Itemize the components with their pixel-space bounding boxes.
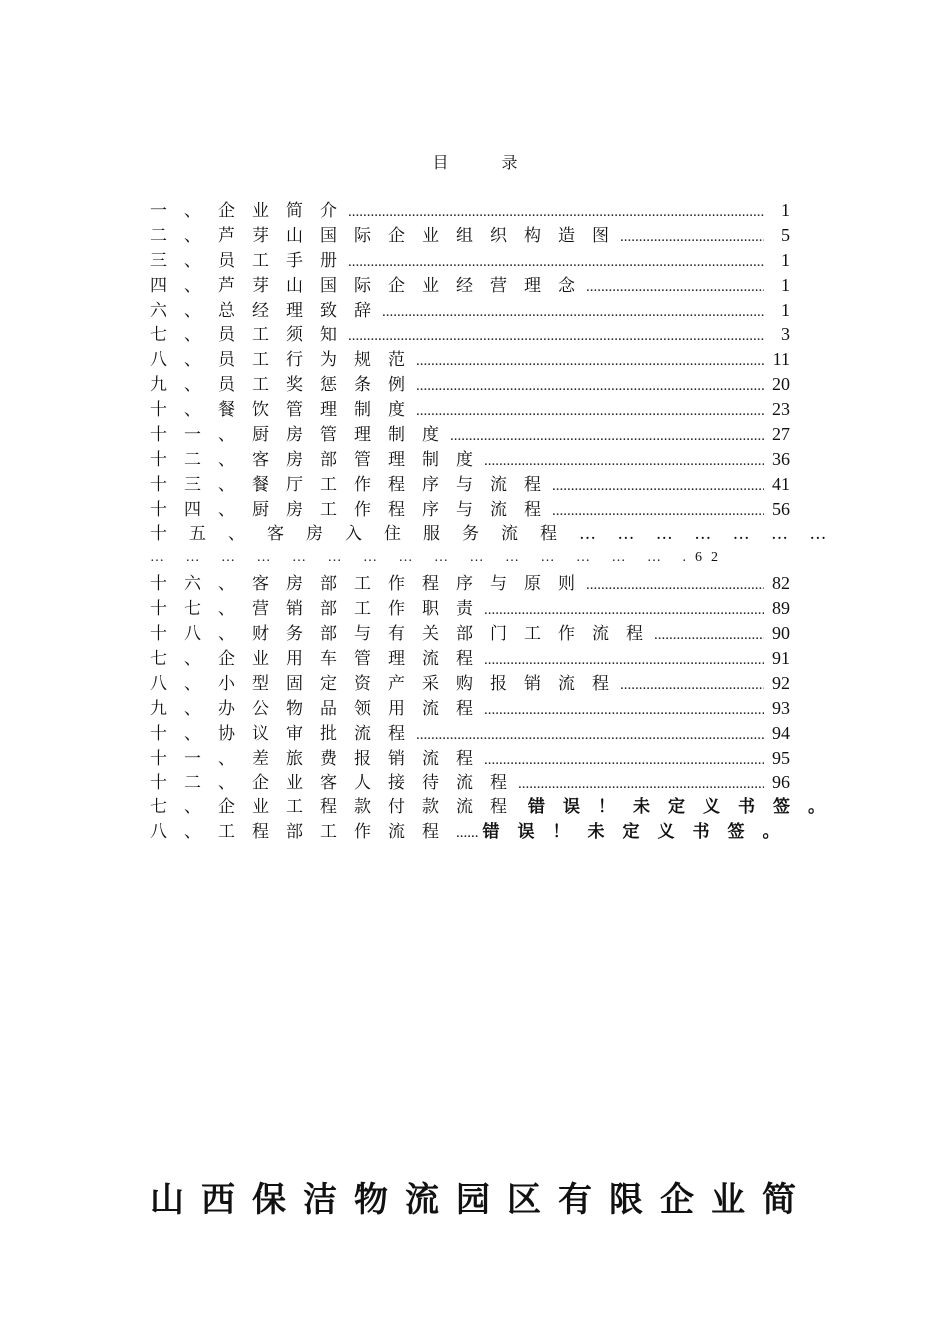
toc-page-number: 1 <box>781 249 790 270</box>
toc-dot-leader <box>416 349 764 374</box>
toc-entry[interactable] <box>150 472 790 497</box>
toc-entry-label: 四、芦芽山国际企业经营理念 <box>150 275 592 296</box>
toc-page-number: 89 <box>772 598 790 619</box>
toc-dot-leader <box>348 200 764 225</box>
toc-dot-leader <box>416 399 764 424</box>
toc-entry-label: 十、餐饮管理制度 <box>150 400 422 421</box>
toc-dot-leader <box>416 374 764 399</box>
toc-entry-label: 八、工程部工作流程 <box>150 822 456 843</box>
toc-entry-label: 八、员工行为规范 <box>150 350 422 371</box>
toc-entry[interactable] <box>150 621 790 646</box>
toc-entry-label: 七、员工须知 <box>150 325 354 346</box>
bookmark-error-text: 错误！未定义书签。 <box>528 797 843 818</box>
toc-dot-leader <box>552 474 764 499</box>
toc-page-number: 91 <box>772 648 790 669</box>
toc-dot-leader <box>450 424 764 449</box>
toc-entry[interactable] <box>150 273 790 298</box>
toc-page-number: 27 <box>772 424 790 445</box>
toc-entry-label: 十二、客房部管理制度 <box>150 449 490 470</box>
toc-entry-label: 十四、厨房工作程序与流程 <box>150 499 558 520</box>
toc-entry[interactable] <box>150 596 790 621</box>
toc-dot-leader <box>348 324 764 349</box>
toc-page-number: 20 <box>772 374 790 395</box>
toc-page-number: 92 <box>772 672 790 693</box>
toc-entry-wrapped[interactable] <box>150 522 835 547</box>
toc-rest-list <box>150 571 790 795</box>
toc-dot-leader <box>484 748 764 773</box>
toc-page-number: 96 <box>772 772 790 793</box>
toc-entry-label: 十一、差旅费报销流程 <box>150 748 490 769</box>
toc-dot-leader <box>484 698 764 723</box>
toc-entry-label: 十五、客房入住服务流程 <box>150 523 579 544</box>
toc-page-number: 1 <box>781 299 790 320</box>
toc-entry-label: 十六、客房部工作程序与原则 <box>150 574 592 595</box>
toc-entry-label: 十七、营销部工作职责 <box>150 599 490 620</box>
toc-entry[interactable] <box>150 422 790 447</box>
toc-dot-leader: ...... <box>456 825 479 842</box>
toc-entry-label: 十一、厨房管理制度 <box>150 425 456 446</box>
toc-dot-leader <box>518 772 764 797</box>
toc-entry[interactable] <box>150 397 790 422</box>
toc-page-number: 11 <box>772 349 790 370</box>
toc-entry-error[interactable] <box>150 820 798 845</box>
toc-entry[interactable] <box>150 447 790 472</box>
toc-entry-error[interactable] <box>150 795 843 820</box>
toc-entry[interactable] <box>150 298 790 323</box>
toc-entry[interactable] <box>150 770 790 795</box>
toc-dot-leader <box>348 250 764 275</box>
toc-entry[interactable] <box>150 198 790 223</box>
toc-page-number: 36 <box>772 448 790 469</box>
toc-entry[interactable] <box>150 322 790 347</box>
toc-page-number: 5 <box>781 224 790 245</box>
toc-page-number: 82 <box>772 573 790 594</box>
toc-main-list <box>150 198 790 522</box>
toc-entry[interactable] <box>150 347 790 372</box>
toc-error-list <box>150 795 843 845</box>
toc-entry-label: 九、办公物品领用流程 <box>150 698 490 719</box>
company-title: 山西保洁物流园区有限企业简 <box>150 1180 813 1220</box>
toc-dot-leader <box>552 499 764 524</box>
toc-page-number: 41 <box>772 473 790 494</box>
toc-entry-label: 八、小型固定资产采购报销流程 <box>150 673 626 694</box>
toc-entry[interactable] <box>150 571 790 596</box>
toc-entry-label: 七、企业用车管理流程 <box>150 649 490 670</box>
toc-entry-label: 十八、财务部与有关部门工作流程 <box>150 624 660 645</box>
bookmark-error-text: 错误！未定义书签。 <box>482 822 798 843</box>
toc-entry[interactable] <box>150 372 790 397</box>
toc-entry-label: 六、总经理致辞 <box>150 300 388 321</box>
toc-entry-label: 九、员工奖惩条例 <box>150 375 422 396</box>
toc-entry-label: 十、协议审批流程 <box>150 723 422 744</box>
toc-page-number: 1 <box>781 274 790 295</box>
toc-dot-leader <box>484 449 764 474</box>
toc-entry[interactable] <box>150 671 790 696</box>
toc-page-number: 3 <box>781 324 790 345</box>
toc-page-number: 90 <box>772 623 790 644</box>
toc-entry-label: 七、企业工程款付款流程 <box>150 797 524 818</box>
toc-page-number: 23 <box>772 399 790 420</box>
toc-dot-leader <box>586 275 764 300</box>
toc-dot-leader <box>484 648 764 673</box>
toc-entry[interactable] <box>150 721 790 746</box>
toc-entry[interactable] <box>150 646 790 671</box>
toc-dot-leader <box>620 673 764 698</box>
toc-dot-leader <box>586 573 764 598</box>
toc-entry-label: 三、员工手册 <box>150 250 354 271</box>
toc-page-number: 56 <box>772 498 790 519</box>
toc-dot-leader <box>484 598 764 623</box>
toc-entry-continuation: … … … … … … … … … … … … … … … .62 <box>150 550 727 566</box>
toc-dot-leader <box>620 225 764 250</box>
toc-entry[interactable] <box>150 746 790 771</box>
toc-entry[interactable] <box>150 696 790 721</box>
toc-heading: 目 录 <box>432 153 542 172</box>
toc-entry[interactable] <box>150 223 790 248</box>
toc-page-number: 93 <box>772 697 790 718</box>
toc-entry[interactable] <box>150 248 790 273</box>
toc-entry[interactable] <box>150 497 790 522</box>
toc-entry-label: 一、企业简介 <box>150 201 354 221</box>
table-of-contents <box>150 198 843 845</box>
toc-entry-label: 二、芦芽山国际企业组织构造图 <box>150 225 626 246</box>
toc-entry-label: 十三、餐厅工作程序与流程 <box>150 474 558 495</box>
toc-page-number: 94 <box>772 722 790 743</box>
toc-dot-leader <box>654 623 764 648</box>
toc-page-number: 95 <box>772 747 790 768</box>
toc-dot-leader <box>382 300 764 325</box>
toc-page-number: 1 <box>781 200 790 220</box>
toc-dot-leader <box>416 723 764 748</box>
toc-entry-label: 十二、企业客人接待流程 <box>150 773 524 794</box>
toc-entry-leader: … … … … … … … <box>579 523 835 544</box>
